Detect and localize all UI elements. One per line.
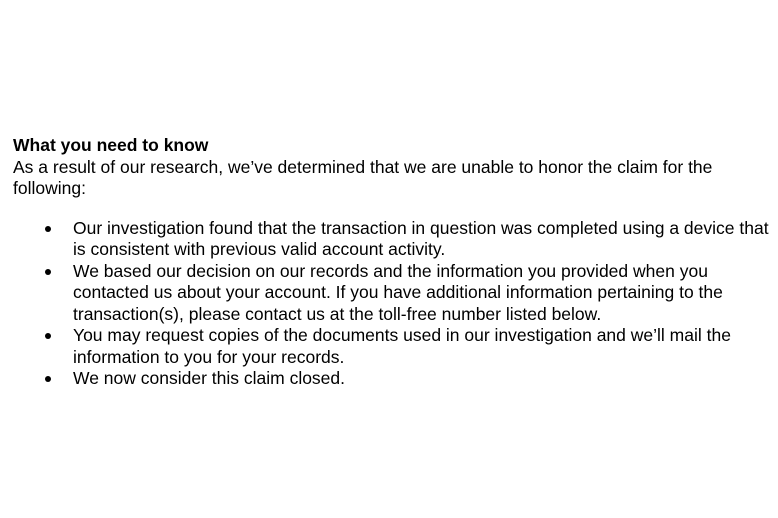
list-item: [13, 325, 773, 368]
bullet-icon: [45, 226, 51, 232]
list-item: [13, 218, 773, 261]
intro-paragraph: As a result of our research, we’ve determined that we are unable to honor the claim for the following:: [13, 156, 713, 198]
claim-notice: [13, 135, 773, 390]
list-item-text: Our investigation found that the transaction in question was completed using a device that is consistent with previous valid account activity.: [73, 217, 769, 259]
bullet-icon: [45, 333, 51, 339]
bullet-icon: [45, 376, 51, 382]
list-item-text: We now consider this claim closed.: [73, 368, 346, 388]
list-item: [13, 368, 773, 390]
bullet-list: [13, 218, 773, 390]
list-item: [13, 261, 773, 326]
section-heading: What you need to know: [13, 135, 209, 155]
list-item-text: We based our decision on our records and the information you provided when you contacted us about your account. If you have additional information pertaining to the transaction(s), please contact us at the toll-free number listed below.: [73, 260, 723, 324]
list-item-text: You may request copies of the documents used in our investigation and we’ll mail the information to you for your records.: [73, 325, 731, 367]
bullet-icon: [45, 269, 51, 275]
